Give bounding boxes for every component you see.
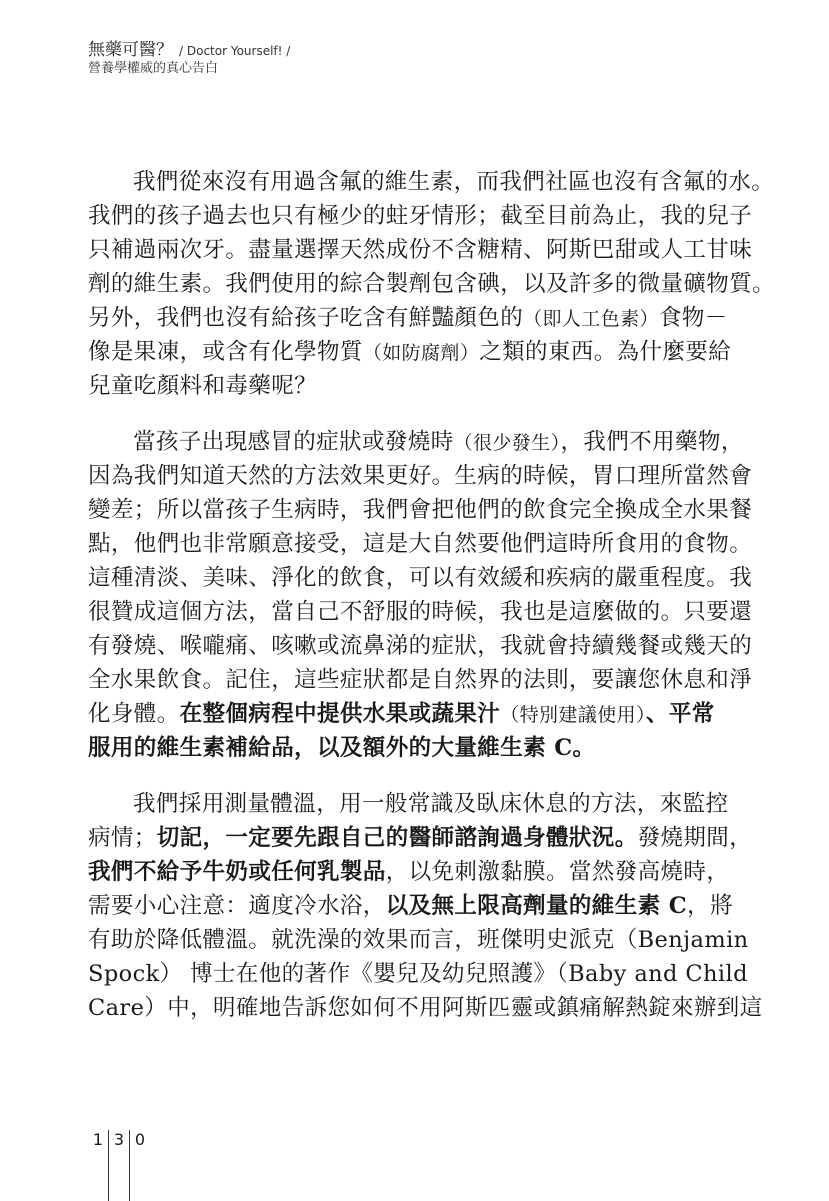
- book-subtitle-english: / Doctor Yourself! /: [179, 44, 291, 58]
- page-number-digit: 3: [113, 1130, 125, 1149]
- text-line: [88, 787, 744, 821]
- text-line: [88, 369, 744, 403]
- body-text: [88, 165, 776, 1047]
- text-line: [88, 697, 744, 731]
- emphasized-text: 以及無上限高劑量的維生素 C: [385, 893, 688, 919]
- text-run: 病情；: [88, 825, 157, 851]
- text-run: Care）中，明確地告訴您如何不用阿斯匹靈或鎮痛解熱錠來辦到這: [88, 995, 763, 1021]
- emphasized-text: 服用的維生素補給品，以及額外的大量維生素 C。: [88, 735, 596, 761]
- text-run: ，我們不用藥物，: [560, 429, 744, 455]
- page-number: [88, 1130, 150, 1201]
- paragraph: [88, 787, 763, 1025]
- text-line: [88, 335, 744, 369]
- text-run: 我們採用測量體溫，用一般常識及臥床休息的方法，來監控: [133, 791, 729, 817]
- text-run: 我們的孩子過去也只有極少的蛀牙情形；截至目前為止，我的兒子: [88, 203, 753, 229]
- parenthetical-note: （特別建議使用）: [500, 704, 646, 726]
- text-run: 我們從來沒有用過含氟的維生素，而我們社區也沒有含氟的水。: [133, 169, 775, 195]
- text-line: [88, 731, 744, 765]
- text-line: [88, 629, 753, 663]
- text-run: 很贊成這個方法，當自己不舒服的時候，我也是這麼做的。只要還: [88, 599, 753, 625]
- emphasized-text: 切記，一定要先跟自己的醫師諮詢過身體狀況。: [156, 825, 638, 851]
- text-line: [88, 889, 744, 923]
- text-run: 需要小心注意：適度冷水浴，: [88, 893, 386, 919]
- text-run: 因為我們知道天然的方法效果更好。生病的時候，胃口理所當然會: [88, 463, 753, 489]
- text-run: ，以免刺激黏膜。當然發高燒時，: [385, 859, 730, 885]
- text-run: 全水果飲食。記住，這些症狀都是自然界的法則，要讓您休息和淨: [88, 667, 753, 693]
- text-line: [88, 301, 744, 335]
- emphasized-text: 我們: [88, 859, 134, 885]
- text-run: 劑的維生素。我們使用的綜合製劑包含碘，以及許多的微量礦物質。: [88, 271, 776, 297]
- text-run: 另外，我們也沒有給孩子吃含有鮮豔顏色的: [88, 305, 524, 331]
- parenthetical-note: （很少發生）: [453, 432, 561, 454]
- text-line: [88, 199, 753, 233]
- text-run: 有助於降低體溫。就洗澡的效果而言，班傑明史派克（Benjamin: [88, 927, 749, 953]
- text-line: [88, 459, 753, 493]
- book-tagline: 營養學權威的真心告白: [88, 61, 219, 77]
- text-run: 化身體。: [88, 701, 180, 727]
- text-line: [88, 991, 763, 1025]
- text-run: Spock） 博士在他的著作《嬰兒及幼兒照護》（Baby and Child: [88, 961, 748, 987]
- text-run: 兒童吃顏料和毒藥呢？: [88, 373, 318, 399]
- text-line: [88, 233, 753, 267]
- text-line: [88, 663, 753, 697]
- emphasized-text: 、平常: [645, 701, 715, 727]
- parenthetical-note: （如防腐劑）: [362, 342, 480, 364]
- text-run: 這種清淡、美味、淨化的飲食，可以有效緩和疾病的嚴重程度。我: [88, 565, 753, 591]
- text-run: 食物－: [658, 305, 728, 331]
- text-run: ，將: [687, 893, 733, 919]
- text-run: 之類的東西。為什麼要給: [479, 339, 732, 365]
- text-line: [88, 595, 753, 629]
- text-run: 有發燒、喉嚨痛、咳嗽或流鼻涕的症狀，我就會持續幾餐或幾天的: [88, 633, 753, 659]
- emphasized-text: 在整個病程中提供水果或蔬果汁: [179, 701, 501, 727]
- page-number-digit: 0: [134, 1130, 146, 1149]
- text-line: [88, 527, 753, 561]
- text-line: [88, 425, 744, 459]
- text-line: [88, 267, 776, 301]
- header-title-row: [88, 40, 290, 61]
- paragraph: [88, 165, 776, 403]
- text-line: [88, 561, 753, 595]
- text-run: 點，他們也非常願意接受，這是大自然要他們這時所食用的食物。: [88, 531, 753, 557]
- text-run: 當孩子出現感冒的症狀或發燒時: [133, 429, 454, 455]
- paragraph: [88, 425, 753, 765]
- text-line: [88, 493, 753, 527]
- emphasized-text: 不給予牛奶或任何乳製品: [133, 859, 386, 885]
- page-number-digit: 1: [92, 1130, 104, 1149]
- text-line: [88, 855, 744, 889]
- text-run: 發燒期間，: [637, 825, 753, 851]
- text-run: 像是果凍，或含有化學物質: [88, 339, 363, 365]
- text-run: 變差；所以當孩子生病時，我們會把他們的飲食完全換成全水果餐: [88, 497, 753, 523]
- text-line: [88, 957, 748, 991]
- text-line: [88, 165, 775, 199]
- text-line: [88, 821, 753, 855]
- text-line: [88, 923, 749, 957]
- parenthetical-note: （即人工色素）: [523, 308, 659, 330]
- running-header: [88, 40, 290, 78]
- book-title: 無藥可醫？: [88, 40, 173, 60]
- text-run: 只補過兩次牙。盡量選擇天然成份不含糖精、阿斯巴甜或人工甘味: [88, 237, 753, 263]
